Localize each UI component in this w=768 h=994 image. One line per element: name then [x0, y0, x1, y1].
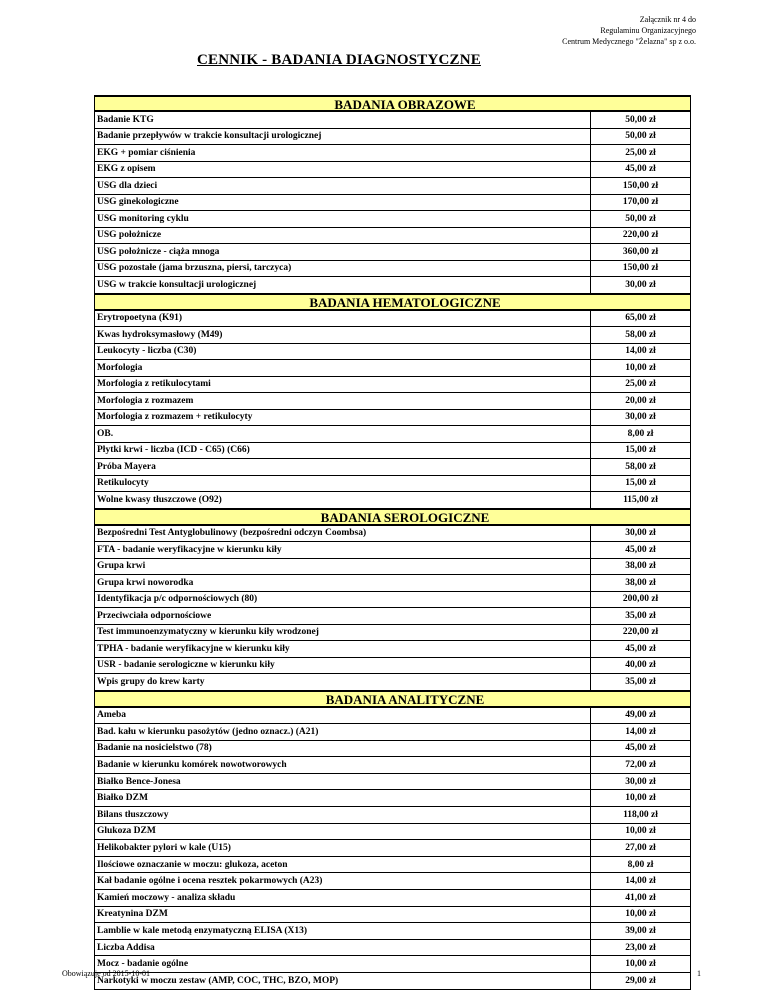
table-row	[94, 129, 691, 146]
test-price: 58,00 zł	[590, 327, 690, 343]
test-name: USR - badanie serologiczne w kierunku kiły	[97, 660, 275, 671]
table-row	[94, 940, 691, 957]
test-name: Ilościowe oznaczanie w moczu: glukoza, aceton	[97, 859, 288, 870]
test-price: 30,00 zł	[590, 277, 690, 293]
table-row	[94, 857, 691, 874]
table-row	[94, 162, 691, 179]
table-row	[94, 492, 691, 509]
test-price: 50,00 zł	[590, 211, 690, 227]
test-price: 220,00 zł	[590, 228, 690, 244]
table-row	[94, 112, 691, 129]
test-price: 8,00 zł	[590, 426, 690, 442]
valid-from-date: Obowiązuje od 2015-10-01	[62, 969, 150, 978]
table-row	[94, 344, 691, 361]
test-name: USG dla dzieci	[97, 180, 158, 191]
test-name: Kwas hydroksymasłowy (M49)	[97, 329, 223, 340]
test-price: 49,00 zł	[590, 708, 690, 724]
test-name: Próba Mayera	[97, 461, 156, 472]
test-price: 150,00 zł	[590, 178, 690, 194]
test-price: 10,00 zł	[590, 907, 690, 923]
test-price: 30,00 zł	[590, 774, 690, 790]
test-price: 360,00 zł	[590, 244, 690, 260]
test-price: 58,00 zł	[590, 459, 690, 475]
table-row	[94, 360, 691, 377]
table-row	[94, 774, 691, 791]
test-name: Badanie na nosicielstwo (78)	[97, 743, 212, 754]
table-row	[94, 625, 691, 642]
test-price: 30,00 zł	[590, 410, 690, 426]
table-row	[94, 195, 691, 212]
test-price: 35,00 zł	[590, 674, 690, 690]
test-price: 27,00 zł	[590, 840, 690, 856]
test-price: 20,00 zł	[590, 393, 690, 409]
table-row	[94, 790, 691, 807]
test-price: 170,00 zł	[590, 195, 690, 211]
table-row	[94, 741, 691, 758]
test-name: Morfologia z rozmazem	[97, 395, 194, 406]
test-name: Mocz - badanie ogólne	[97, 959, 189, 970]
test-price: 65,00 zł	[590, 311, 690, 327]
test-name: Ameba	[97, 710, 127, 721]
test-name: Badanie KTG	[97, 114, 154, 125]
table-row	[94, 426, 691, 443]
test-price: 10,00 zł	[590, 790, 690, 806]
table-row	[94, 824, 691, 841]
test-price: 45,00 zł	[590, 542, 690, 558]
test-name: USG ginekologiczne	[97, 197, 179, 208]
test-name: Kamień moczowy - analiza składu	[97, 892, 236, 903]
test-price: 118,00 zł	[590, 807, 690, 823]
table-row	[94, 907, 691, 924]
table-row	[94, 592, 691, 609]
test-name: USG w trakcie konsultacji urologicznej	[97, 279, 257, 290]
table-row	[94, 393, 691, 410]
test-name: Bad. kału w kierunku pasożytów (jedno oznacz.) (A21)	[97, 726, 319, 737]
table-row	[94, 261, 691, 278]
test-name: Leukocyty - liczba (C30)	[97, 346, 197, 357]
attachment-note	[562, 14, 696, 47]
test-name: OB.	[97, 428, 114, 439]
test-name: EKG + pomiar ciśnienia	[97, 147, 196, 158]
table-row	[94, 526, 691, 543]
test-price: 25,00 zł	[590, 145, 690, 161]
table-row	[94, 377, 691, 394]
table-row	[94, 658, 691, 675]
table-row	[94, 923, 691, 940]
test-price: 115,00 zł	[590, 492, 690, 508]
attachment-line-2: Regulaminu Organizacyjnego	[600, 26, 696, 35]
test-price: 10,00 zł	[590, 360, 690, 376]
table-row	[94, 228, 691, 245]
test-name: Wpis grupy do krew karty	[97, 676, 205, 687]
test-price: 35,00 zł	[590, 608, 690, 624]
table-row	[94, 757, 691, 774]
table-row	[94, 277, 691, 294]
test-name: Płytki krwi - liczba (ICD - C65) (C66)	[97, 445, 250, 456]
test-name: Retikulocyty	[97, 478, 149, 489]
section-header: BADANIA OBRAZOWE	[94, 95, 691, 112]
test-price: 220,00 zł	[590, 625, 690, 641]
test-name: Grupa krwi	[97, 561, 146, 572]
document-title: CENNIK - BADANIA DIAGNOSTYCZNE	[197, 52, 481, 68]
test-price: 10,00 zł	[590, 824, 690, 840]
test-name: FTA - badanie weryfikacyjne w kierunku kiły	[97, 544, 282, 555]
table-row	[94, 973, 691, 990]
table-row	[94, 559, 691, 576]
test-price: 39,00 zł	[590, 923, 690, 939]
test-name: USG pozostałe (jama brzuszna, piersi, tarczyca)	[97, 263, 292, 274]
test-price: 38,00 zł	[590, 575, 690, 591]
test-price: 200,00 zł	[590, 592, 690, 608]
test-name: USG położnicze - ciąża mnoga	[97, 246, 220, 257]
attachment-line-3: Centrum Medycznego "Żelazna" sp z o.o.	[562, 37, 696, 46]
test-name: Narkotyki w moczu zestaw (AMP, COC, THC, BZO, MOP)	[97, 975, 339, 986]
table-row	[94, 311, 691, 328]
test-price: 40,00 zł	[590, 658, 690, 674]
test-name: Morfologia	[97, 362, 143, 373]
table-row	[94, 708, 691, 725]
test-name: Glukoza DZM	[97, 826, 156, 837]
attachment-line-1: Załącznik nr 4 do	[639, 15, 696, 24]
table-row	[94, 956, 691, 973]
section-header: BADANIA HEMATOLOGICZNE	[94, 294, 691, 311]
section-header: BADANIA ANALITYCZNE	[94, 691, 691, 708]
table-row	[94, 674, 691, 691]
page-number: 1	[697, 969, 701, 978]
test-name: Białko Bence-Jonesa	[97, 776, 181, 787]
table-row	[94, 145, 691, 162]
price-table	[94, 95, 691, 990]
table-row	[94, 459, 691, 476]
test-name: TPHA - badanie weryfikacyjne w kierunku kiły	[97, 643, 290, 654]
table-row	[94, 724, 691, 741]
test-name: Bilans tłuszczowy	[97, 809, 169, 820]
test-price: 10,00 zł	[590, 956, 690, 972]
test-name: Wolne kwasy tłuszczowe (O92)	[97, 494, 222, 505]
test-price: 14,00 zł	[590, 344, 690, 360]
test-name: Test immunoenzymatyczny w kierunku kiły wrodzonej	[97, 627, 319, 638]
table-row	[94, 211, 691, 228]
test-price: 15,00 zł	[590, 476, 690, 492]
section-header: BADANIA SEROLOGICZNE	[94, 509, 691, 526]
test-name: Lamblie w kale metodą enzymatyczną ELISA (X13)	[97, 926, 308, 937]
table-row	[94, 873, 691, 890]
table-row	[94, 807, 691, 824]
test-name: Erytropoetyna (K91)	[97, 313, 183, 324]
table-row	[94, 244, 691, 261]
test-name: Grupa krwi noworodka	[97, 577, 194, 588]
test-price: 38,00 zł	[590, 559, 690, 575]
test-name: EKG z opisem	[97, 164, 156, 175]
test-name: Badanie w kierunku komórek nowotworowych	[97, 760, 287, 771]
test-name: Morfologia z rozmazem + retikulocyty	[97, 412, 253, 423]
test-price: 45,00 zł	[590, 641, 690, 657]
test-price: 25,00 zł	[590, 377, 690, 393]
table-row	[94, 890, 691, 907]
test-price: 8,00 zł	[590, 857, 690, 873]
test-price: 45,00 zł	[590, 162, 690, 178]
test-name: Helikobakter pylori w kale (U15)	[97, 843, 231, 854]
test-price: 150,00 zł	[590, 261, 690, 277]
test-price: 14,00 zł	[590, 724, 690, 740]
table-row	[94, 476, 691, 493]
table-row	[94, 641, 691, 658]
test-price: 23,00 zł	[590, 940, 690, 956]
test-price: 30,00 zł	[590, 526, 690, 542]
test-name: Bezpośredni Test Antyglobulinowy (bezpośredni odczyn Coombsa)	[97, 528, 367, 539]
test-name: Identyfikacja p/c odpornościowych (80)	[97, 594, 258, 605]
test-price: 41,00 zł	[590, 890, 690, 906]
test-name: Morfologia z retikulocytami	[97, 379, 211, 390]
table-row	[94, 178, 691, 195]
test-name: Kreatynina DZM	[97, 909, 168, 920]
test-name: Przeciwciała odpornościowe	[97, 610, 212, 621]
table-row	[94, 542, 691, 559]
test-name: Białko DZM	[97, 793, 148, 804]
test-price: 45,00 zł	[590, 741, 690, 757]
test-name: Kał badanie ogólne i ocena resztek pokarmowych (A23)	[97, 876, 323, 887]
table-row	[94, 608, 691, 625]
table-row	[94, 575, 691, 592]
test-name: USG położnicze	[97, 230, 162, 241]
table-row	[94, 327, 691, 344]
test-name: USG monitoring cyklu	[97, 213, 189, 224]
test-price: 72,00 zł	[590, 757, 690, 773]
test-price: 29,00 zł	[590, 973, 690, 989]
test-price: 15,00 zł	[590, 443, 690, 459]
test-price: 50,00 zł	[590, 112, 690, 128]
table-row	[94, 443, 691, 460]
test-price: 14,00 zł	[590, 873, 690, 889]
test-name: Liczba Addisa	[97, 942, 155, 953]
test-name: Badanie przepływów w trakcie konsultacji urologicznej	[97, 131, 322, 142]
table-row	[94, 410, 691, 427]
test-price: 50,00 zł	[590, 129, 690, 145]
table-row	[94, 840, 691, 857]
